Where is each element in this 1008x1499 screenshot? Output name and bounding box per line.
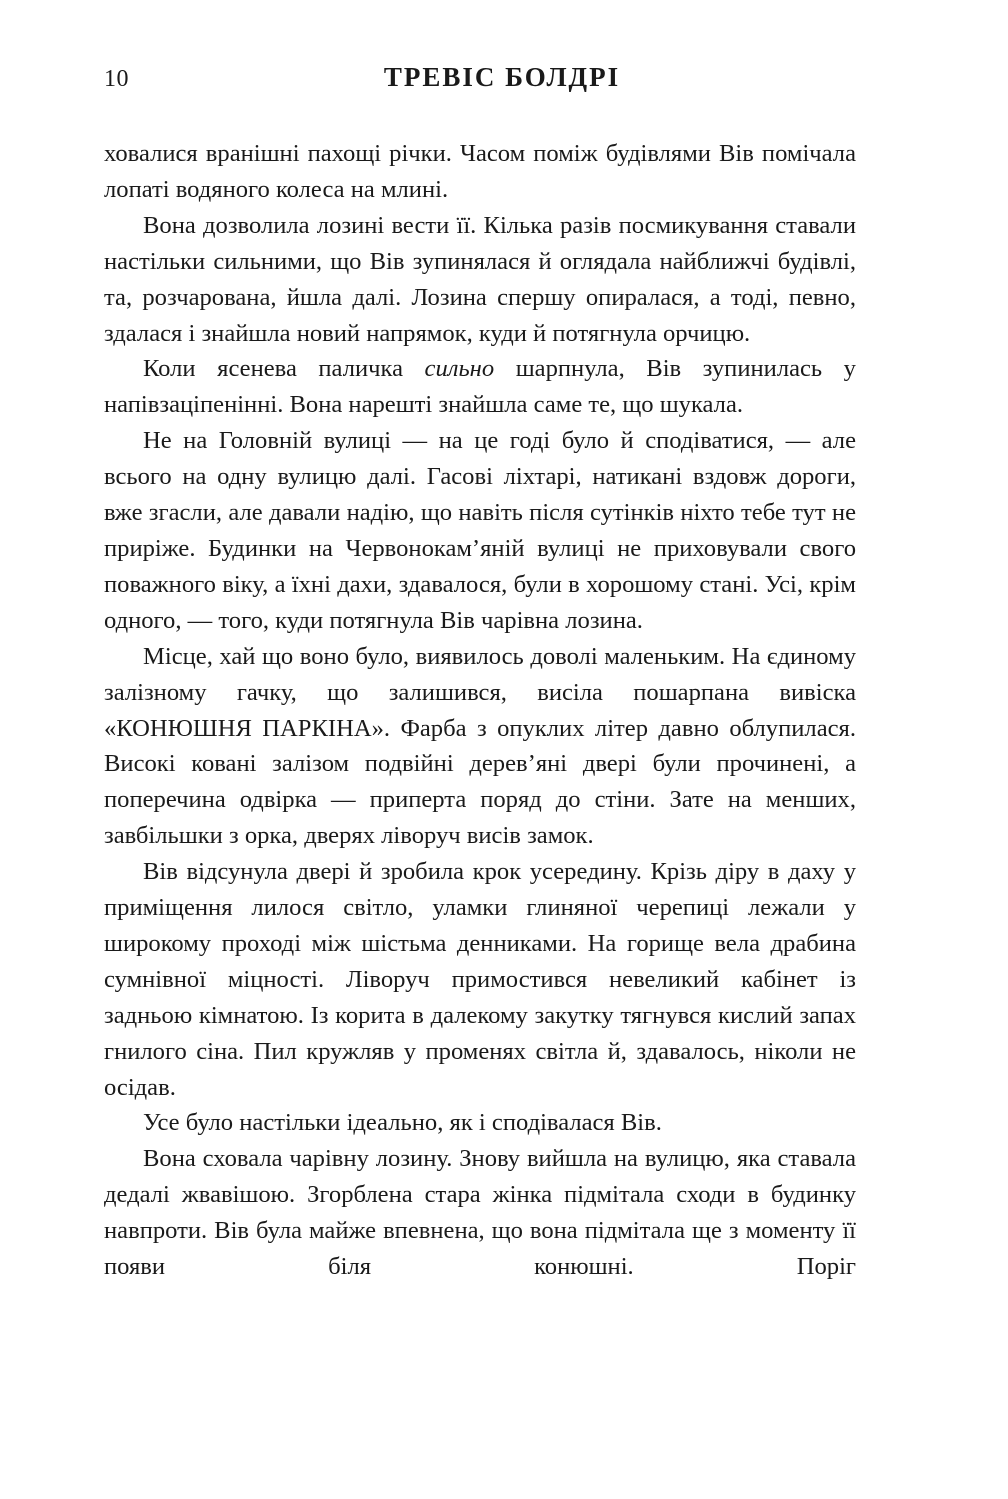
- paragraph-3-part-2: шарпнула, Вів зупинилась у напівзаціпенінні. Вона нарешті знайшла саме те, що шукала.: [104, 355, 856, 419]
- paragraph-3: [104, 351, 856, 423]
- body-text: [104, 136, 856, 1285]
- page-number: 10: [104, 66, 129, 92]
- paragraph-2: Вона дозволила лозині вести її. Кілька разів посмикування ставали настільки сильними, що Вів зупинялася й оглядала найближчі будівлі, та, розчарована, йшла далі. Лозина спершу опиралася, а тоді, певно, здалася і знайшла новий напрямок, куди й потягнула орчицю.: [104, 211, 856, 347]
- running-head: [104, 62, 856, 102]
- running-head-author: ТРЕВІС БОЛДРІ: [383, 62, 621, 92]
- paragraph-5: Місце, хай що воно було, виявилось доволі маленьким. На єдиному залізному гачку, що залишився, висіла пошарпана вивіска «КОНЮШНЯ ПАРКІНА». Фарба з опуклих літер давно облупилася. Високі ковані залізом подвійні дерев’яні двері були прочинені, а поперечина одвірка — приперта поряд до стіни. Зате на менших, завбільшки з орка, дверях ліворуч висів замок.: [104, 642, 856, 850]
- paragraph-1: ховалися вранішні пахощі річки. Часом поміж будівлями Вів помічала лопаті водяного колеса на млині.: [104, 140, 856, 203]
- paragraph-7: Усе було настільки ідеально, як і сподівалася Вів.: [143, 1109, 662, 1137]
- paragraph-3-emphasis: сильно: [424, 355, 495, 383]
- paragraph-8: Вона сховала чарівну лозину. Знову вийшла на вулицю, яка ставала дедалі жвавішою. Згорблена стара жінка підмітала сходи в будинку навпроти. Вів була майже впевнена, що вона підмітала ще з моменту її появи біля конюшні. Поріг: [104, 1145, 856, 1281]
- paragraph-3-part-1: Коли ясенева паличка: [143, 355, 425, 383]
- paragraph-6: Вів відсунула двері й зробила крок усередину. Крізь діру в даху у приміщення лилося світло, уламки глиняної черепиці лежали у широкому проході між шістьма денниками. На горище вела драбина сумнівної міцності. Ліворуч примостився невеликий кабінет із задньою кімнатою. Із корита в далекому закутку тягнувся кислий запах гнилого сіна. Пил кружляв у променях світла й, здавалось, ніколи не осідав.: [104, 858, 856, 1101]
- paragraph-4: Не на Головній вулиці — на це годі було й сподіватися, — але всього на одну вулицю далі. Гасові ліхтарі, натикані вздовж дороги, вже згасли, але давали надію, що навіть після сутінків ніхто тебе тут не приріже. Будинки на Червонокам’яній вулиці не приховували свого поважного віку, а їхні дахи, здавалося, були в хорошому стані. Усі, крім одного, — того, куди потягнула Вів чарівна лозина.: [104, 427, 856, 634]
